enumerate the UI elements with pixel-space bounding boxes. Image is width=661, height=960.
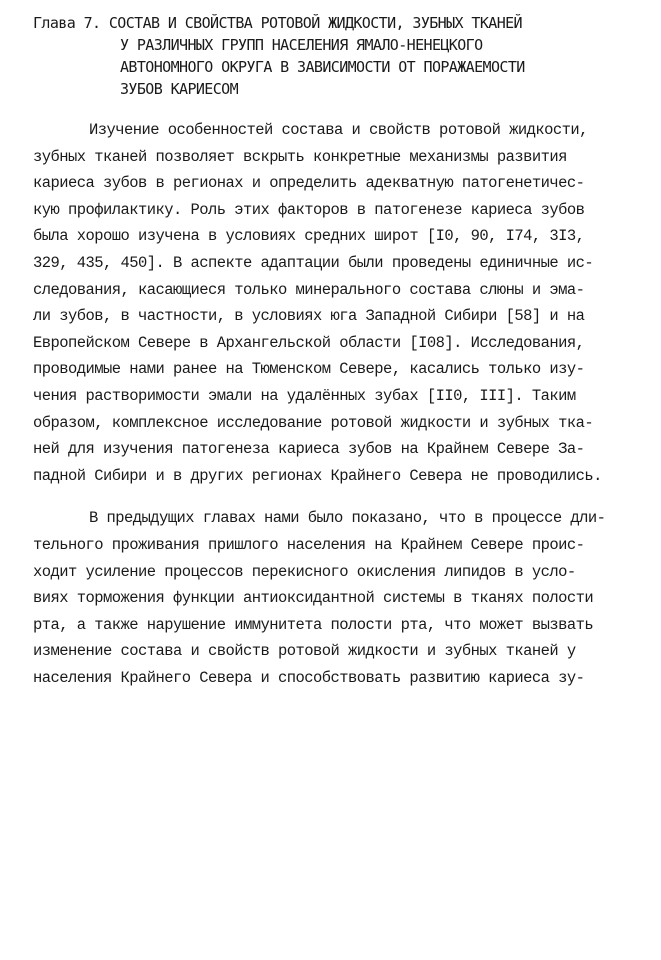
- paragraph-2: [33, 505, 633, 691]
- text-line: ходит усиление процессов перекисного окисления липидов в усло-: [33, 562, 576, 581]
- text-line: зубных тканей позволяет вскрыть конкретные механизмы развития: [33, 147, 567, 166]
- text-line: образом, комплексное исследование ротовой жидкости и зубных тка-: [33, 413, 594, 432]
- text-line: Европейском Севере в Архангельской области [I08]. Исследования,: [33, 333, 585, 352]
- text-line: была хорошо изучена в условиях средних широт [I0, 90, I74, 3I3,: [33, 227, 585, 246]
- chapter-heading-line: ЗУБОВ КАРИЕСОМ: [120, 80, 239, 98]
- chapter-heading: [33, 12, 633, 100]
- text-line: падной Сибири и в других регионах Крайнего Севера не проводились.: [33, 466, 602, 485]
- text-line: кую профилактику. Роль этих факторов в патогенезе кариеса зубов: [33, 200, 585, 219]
- chapter-heading-line: У РАЗЛИЧНЫХ ГРУПП НАСЕЛЕНИЯ ЯМАЛО-НЕНЕЦКОГО: [120, 36, 483, 54]
- text-line: проводимые нами ранее на Тюменском Севере, касались только изу-: [33, 360, 585, 379]
- text-line: изменение состава и свойств ротовой жидкости и зубных тканей у: [33, 642, 576, 661]
- body-text: [33, 117, 633, 691]
- text-line: следования, касающиеся только минерального состава слюны и эма-: [33, 280, 585, 299]
- paragraph-gap: [33, 489, 633, 505]
- chapter-heading-line: Глава 7. СОСТАВ И СВОЙСТВА РОТОВОЙ ЖИДКОСТИ, ЗУБНЫХ ТКАНЕЙ: [33, 14, 522, 32]
- text-line: кариеса зубов в регионах и определить адекватную патогенетичес-: [33, 174, 585, 193]
- text-line: населения Крайнего Севера и способствовать развитию кариеса зу-: [33, 668, 585, 687]
- text-line: виях торможения функции антиоксидантной системы в тканях полости: [33, 589, 594, 608]
- text-line: тельного проживания пришлого населения на Крайнем Севере проис-: [33, 535, 585, 554]
- text-line: 329, 435, 450]. В аспекте адаптации были проведены единичные ис-: [33, 253, 594, 272]
- paragraph-1: [33, 117, 633, 489]
- text-line: Изучение особенностей состава и свойств ротовой жидкости,: [89, 121, 588, 139]
- text-line: чения растворимости эмали на удалённых зубах [II0, III]. Таким: [33, 386, 576, 405]
- text-line: рта, а также нарушение иммунитета полости рта, что может вызвать: [33, 615, 594, 634]
- text-line: В предыдущих главах нами было показано, что в процессе дли-: [89, 509, 606, 528]
- text-line: ли зубов, в частности, в условиях юга Западной Сибири [58] и на: [33, 307, 585, 326]
- text-line: ней для изучения патогенеза кариеса зубов на Крайнем Севере За-: [33, 440, 585, 459]
- chapter-heading-line: АВТОНОМНОГО ОКРУГА В ЗАВИСИМОСТИ ОТ ПОРАЖАЕМОСТИ: [120, 58, 525, 76]
